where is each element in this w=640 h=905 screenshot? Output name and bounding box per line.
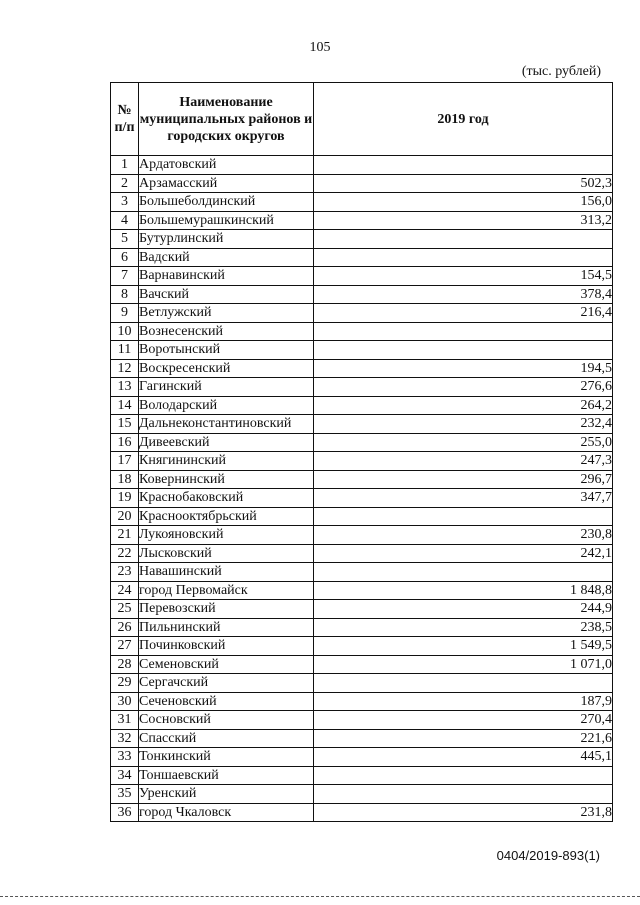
district-name: Гагинский xyxy=(139,378,314,397)
row-number: 14 xyxy=(111,396,139,415)
table-row xyxy=(111,304,613,323)
amount-2019: 238,5 xyxy=(314,618,613,637)
district-name: Арзамасский xyxy=(139,174,314,193)
amount-2019: 296,7 xyxy=(314,470,613,489)
row-number: 28 xyxy=(111,655,139,674)
district-name: город Чкаловск xyxy=(139,803,314,822)
district-name: Краснобаковский xyxy=(139,489,314,508)
row-number: 5 xyxy=(111,230,139,249)
row-number: 11 xyxy=(111,341,139,360)
amount-2019: 232,4 xyxy=(314,415,613,434)
row-number: 13 xyxy=(111,378,139,397)
row-number: 16 xyxy=(111,433,139,452)
amount-2019: 276,6 xyxy=(314,378,613,397)
table-row xyxy=(111,378,613,397)
table-row xyxy=(111,618,613,637)
district-name: Варнавинский xyxy=(139,267,314,286)
amount-2019: 1 071,0 xyxy=(314,655,613,674)
row-number: 3 xyxy=(111,193,139,212)
table-row xyxy=(111,674,613,693)
table-row xyxy=(111,396,613,415)
table-row xyxy=(111,581,613,600)
table-row xyxy=(111,174,613,193)
row-number: 35 xyxy=(111,785,139,804)
table-row xyxy=(111,692,613,711)
header-num: № п/п xyxy=(111,83,139,156)
row-number: 15 xyxy=(111,415,139,434)
amount-2019: 270,4 xyxy=(314,711,613,730)
row-number: 10 xyxy=(111,322,139,341)
district-name: Княгининский xyxy=(139,452,314,471)
table-row xyxy=(111,655,613,674)
district-name: Вадский xyxy=(139,248,314,267)
amount-2019: 247,3 xyxy=(314,452,613,471)
amount-2019 xyxy=(314,248,613,267)
amount-2019: 502,3 xyxy=(314,174,613,193)
amount-2019 xyxy=(314,766,613,785)
table-row xyxy=(111,267,613,286)
table-row xyxy=(111,785,613,804)
district-name: Лысковский xyxy=(139,544,314,563)
table-row xyxy=(111,285,613,304)
district-name: Вачский xyxy=(139,285,314,304)
row-number: 2 xyxy=(111,174,139,193)
units-label: (тыс. рублей) xyxy=(521,64,601,79)
district-name: Уренский xyxy=(139,785,314,804)
amount-2019: 264,2 xyxy=(314,396,613,415)
amount-2019 xyxy=(314,674,613,693)
amount-2019: 1 848,8 xyxy=(314,581,613,600)
row-number: 27 xyxy=(111,637,139,656)
district-name: Починковский xyxy=(139,637,314,656)
row-number: 6 xyxy=(111,248,139,267)
row-number: 33 xyxy=(111,748,139,767)
district-name: Ветлужский xyxy=(139,304,314,323)
amount-2019 xyxy=(314,156,613,175)
table-row xyxy=(111,341,613,360)
district-name: Тонкинский xyxy=(139,748,314,767)
row-number: 7 xyxy=(111,267,139,286)
district-name: Сергачский xyxy=(139,674,314,693)
district-name: Сосновский xyxy=(139,711,314,730)
table-row xyxy=(111,433,613,452)
amount-2019: 221,6 xyxy=(314,729,613,748)
row-number: 20 xyxy=(111,507,139,526)
row-number: 18 xyxy=(111,470,139,489)
district-name: Лукояновский xyxy=(139,526,314,545)
table-row xyxy=(111,711,613,730)
row-number: 1 xyxy=(111,156,139,175)
row-number: 4 xyxy=(111,211,139,230)
district-name: Володарский xyxy=(139,396,314,415)
table-row xyxy=(111,748,613,767)
district-name: Дальнеконстантиновский xyxy=(139,415,314,434)
district-name: Ардатовский xyxy=(139,156,314,175)
row-number: 29 xyxy=(111,674,139,693)
district-name: Воротынский xyxy=(139,341,314,360)
row-number: 26 xyxy=(111,618,139,637)
district-name: Бутурлинский xyxy=(139,230,314,249)
district-name: Вознесенский xyxy=(139,322,314,341)
table-row xyxy=(111,156,613,175)
table-row xyxy=(111,470,613,489)
row-number: 36 xyxy=(111,803,139,822)
table-row xyxy=(111,359,613,378)
amount-2019 xyxy=(314,563,613,582)
district-name: Сеченовский xyxy=(139,692,314,711)
amount-2019: 230,8 xyxy=(314,526,613,545)
row-number: 24 xyxy=(111,581,139,600)
table-row xyxy=(111,211,613,230)
header-year: 2019 год xyxy=(314,83,613,156)
amount-2019: 231,8 xyxy=(314,803,613,822)
district-name: Семеновский xyxy=(139,655,314,674)
district-name: Спасский xyxy=(139,729,314,748)
page-number: 105 xyxy=(309,40,331,55)
amount-2019: 156,0 xyxy=(314,193,613,212)
table-row xyxy=(111,803,613,822)
district-name: Ковернинский xyxy=(139,470,314,489)
table-row xyxy=(111,766,613,785)
table-row xyxy=(111,544,613,563)
district-name: Дивеевский xyxy=(139,433,314,452)
table-row xyxy=(111,230,613,249)
table-row xyxy=(111,489,613,508)
amount-2019 xyxy=(314,507,613,526)
table-row xyxy=(111,729,613,748)
budget-table xyxy=(110,82,613,822)
district-name: Навашинский xyxy=(139,563,314,582)
table-row xyxy=(111,526,613,545)
district-name: Перевозский xyxy=(139,600,314,619)
row-number: 23 xyxy=(111,563,139,582)
amount-2019: 445,1 xyxy=(314,748,613,767)
row-number: 21 xyxy=(111,526,139,545)
row-number: 22 xyxy=(111,544,139,563)
district-name: Пильнинский xyxy=(139,618,314,637)
row-number: 34 xyxy=(111,766,139,785)
row-number: 30 xyxy=(111,692,139,711)
amount-2019: 378,4 xyxy=(314,285,613,304)
amount-2019: 1 549,5 xyxy=(314,637,613,656)
amount-2019: 255,0 xyxy=(314,433,613,452)
amount-2019: 244,9 xyxy=(314,600,613,619)
amount-2019 xyxy=(314,785,613,804)
district-name: Воскресенский xyxy=(139,359,314,378)
row-number: 8 xyxy=(111,285,139,304)
amount-2019: 347,7 xyxy=(314,489,613,508)
footer-divider xyxy=(0,896,640,899)
table-row xyxy=(111,637,613,656)
table-row xyxy=(111,415,613,434)
amount-2019: 242,1 xyxy=(314,544,613,563)
table-row xyxy=(111,563,613,582)
table-row xyxy=(111,322,613,341)
amount-2019: 216,4 xyxy=(314,304,613,323)
district-name: Краснооктябрьский xyxy=(139,507,314,526)
table-row xyxy=(111,507,613,526)
table-body xyxy=(111,156,613,822)
amount-2019: 313,2 xyxy=(314,211,613,230)
amount-2019: 154,5 xyxy=(314,267,613,286)
row-number: 17 xyxy=(111,452,139,471)
amount-2019: 194,5 xyxy=(314,359,613,378)
table-row xyxy=(111,248,613,267)
district-name: Тоншаевский xyxy=(139,766,314,785)
row-number: 19 xyxy=(111,489,139,508)
header-name: Наименование муниципальных районов и городских округов xyxy=(139,83,314,156)
table-header-row xyxy=(111,83,613,156)
row-number: 32 xyxy=(111,729,139,748)
amount-2019 xyxy=(314,341,613,360)
district-name: Большемурашкинский xyxy=(139,211,314,230)
table-row xyxy=(111,193,613,212)
row-number: 31 xyxy=(111,711,139,730)
table-row xyxy=(111,600,613,619)
amount-2019 xyxy=(314,322,613,341)
document-code: 0404/2019-893(1) xyxy=(496,848,600,863)
district-name: город Первомайск xyxy=(139,581,314,600)
amount-2019 xyxy=(314,230,613,249)
table-row xyxy=(111,452,613,471)
amount-2019: 187,9 xyxy=(314,692,613,711)
district-name: Большеболдинский xyxy=(139,193,314,212)
row-number: 12 xyxy=(111,359,139,378)
row-number: 25 xyxy=(111,600,139,619)
row-number: 9 xyxy=(111,304,139,323)
